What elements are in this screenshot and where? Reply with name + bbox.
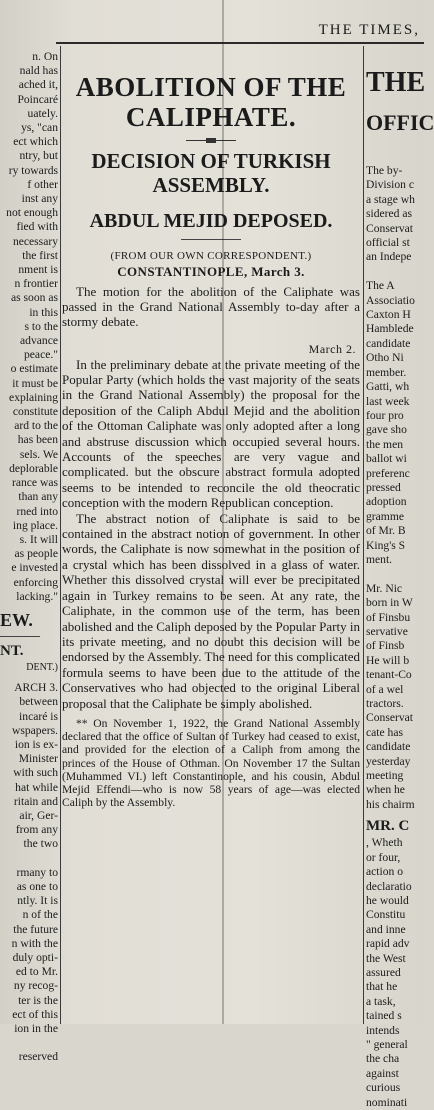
- text-line: s to the: [24, 319, 58, 333]
- headline-separator: [186, 140, 236, 141]
- text-line: Conservat: [366, 711, 414, 725]
- text-line: uately.: [27, 106, 58, 120]
- text-line: The A: [366, 279, 395, 293]
- text-line: constitute: [12, 405, 58, 419]
- text-line: with such: [13, 766, 58, 780]
- left-column-text-a: [0, 50, 58, 604]
- right-column-headline: THE: [366, 67, 426, 98]
- text-line: ion is ex-: [14, 737, 58, 751]
- text-line: in this: [29, 305, 58, 319]
- text-line: King's S: [366, 538, 406, 552]
- text-line: reserved: [18, 1050, 58, 1064]
- article-lead-text: The motion for the abolition of the Caliphate was passed in the Grand National Assembly to-day after a stormy debate.: [62, 284, 360, 330]
- text-line: Minister: [18, 752, 58, 766]
- text-line: n. On: [32, 50, 58, 63]
- text-line: [366, 567, 424, 581]
- main-article: [62, 50, 360, 1024]
- text-line: [366, 265, 424, 279]
- text-line: hat while: [15, 780, 58, 794]
- text-line: s. It will: [19, 532, 58, 546]
- text-line: the men: [366, 437, 404, 451]
- text-line: when he: [366, 783, 405, 797]
- article-body: [62, 357, 360, 711]
- text-line: gramme: [366, 509, 404, 523]
- text-line: duly opti-: [12, 950, 58, 964]
- left-column: [0, 50, 58, 1064]
- text-line: f other: [27, 177, 58, 191]
- text-line: air, Ger-: [19, 808, 58, 822]
- text-line: o estimate: [10, 362, 58, 376]
- text-line: deplorable: [9, 461, 58, 475]
- text-line: Associatio: [366, 293, 415, 307]
- text-line: ed to Mr.: [15, 965, 58, 979]
- article-paragraph-2: The abstract notion of Caliphate is said to be contained in the abstract notion of government. In other words, the Caliphate is now somewhat in the position of a crystal which has been dissolved in a glass of water. Whether this dissolved crystal will ever be precipitated again in Turkey remains to be seen. At any rate, the Caliphate, in the common use of the term, has been abolished and the Caliph deposed by the Popular Party in its private meeting, and no doubt this decision will be endorsed by the Assembly. The need for this complicated formula seems to have been due to the attitude of the Conservatives who had objected to the original Liberal proposal that the Caliphate be simply abolished.: [62, 510, 360, 711]
- text-line: from any: [15, 823, 58, 837]
- text-line: ect which: [13, 135, 58, 149]
- text-line: necessary: [12, 234, 58, 248]
- text-line: tractors.: [366, 697, 404, 711]
- left-column-subheading: NT.: [0, 642, 24, 659]
- text-line: curious: [366, 1081, 401, 1095]
- text-line: as people: [14, 547, 58, 561]
- column-rule-left: [60, 46, 61, 1024]
- text-line: nominati: [366, 1095, 408, 1109]
- deck-underline: [181, 239, 241, 240]
- text-line: Conservat: [366, 221, 414, 235]
- text-line: n frontier: [14, 277, 58, 291]
- text-line: it must be: [12, 376, 58, 390]
- masthead: [56, 0, 424, 44]
- article-footnote-text: ** On November 1, 1922, the Grand National Assembly declared that the office of Sultan of Turkey had ceased to exist, and provided for the election of a Caliph from among the princes of the House of Othman. On November 17 the Sultan (Muhammed VI.) left Constantinople, and his cousin, Abdul Mejid Effendi—who is now 58 years of age—was elected Caliph by the Assembly.: [62, 716, 360, 810]
- text-line: as one to: [16, 879, 58, 893]
- text-line: of Finsb: [366, 639, 405, 653]
- text-line: servative: [366, 625, 408, 638]
- text-line: tained s: [366, 1009, 402, 1023]
- text-line: not enough: [6, 206, 58, 220]
- masthead-name: THE TIMES,: [318, 22, 420, 38]
- text-line: Poincaré: [17, 92, 58, 106]
- article-footnote: [62, 717, 360, 809]
- text-line: official st: [366, 236, 410, 250]
- text-line: declaratio: [366, 879, 412, 893]
- text-line: ntry, but: [19, 149, 58, 163]
- text-line: the future: [13, 922, 58, 936]
- text-line: last week: [366, 394, 410, 408]
- right-column-subheadline: OFFIC: [366, 110, 434, 135]
- text-line: of Finsbu: [366, 610, 411, 624]
- article-paragraph-1: In the preliminary debate at the private meeting of the Popular Party (which holds the vast majority of the seats in the Grand National Assembly) the proposal for the deposition of the Caliph Abdul Mejid and the abolition of the Ottoman Caliphate was only adopted after a long and abstruse discussion which occupied several hours. Accounts of the speeches are very vague and complicated. but the obscure abstract formula adopted seems to be intended to reconcile the old theocratic conception with the modern Republican conception.: [62, 356, 360, 511]
- text-line: and inne: [366, 922, 406, 936]
- article-byline: (FROM OUR OWN CORRESPONDENT.): [110, 250, 312, 262]
- text-line: against: [366, 1066, 399, 1080]
- text-line: tenant-Co: [366, 668, 412, 682]
- text-line: of Mr. B: [366, 524, 406, 538]
- left-column-byline: DENT.): [26, 661, 58, 673]
- article-subhead: DECISION OF TURKISH ASSEMBLY.: [91, 149, 331, 197]
- text-line: adoption: [366, 495, 407, 509]
- text-line: meeting: [366, 769, 404, 783]
- text-line: ritain and: [13, 794, 58, 808]
- text-line: has been: [17, 433, 58, 447]
- text-line: born in W: [366, 596, 413, 610]
- text-line: action o: [366, 865, 404, 879]
- text-line: nment is: [18, 263, 58, 277]
- text-line: he would: [366, 893, 409, 907]
- text-line: member.: [366, 365, 407, 379]
- text-line: cate has: [366, 725, 404, 739]
- text-line: four pro: [366, 408, 404, 422]
- text-line: candidate: [366, 740, 411, 754]
- text-line: Hamblede: [366, 322, 414, 336]
- text-line: ached it,: [18, 78, 58, 92]
- text-line: the cha: [366, 1052, 400, 1066]
- left-column-date: ARCH 3.: [14, 681, 58, 695]
- text-line: peace.": [23, 348, 58, 362]
- left-column-text-b: [0, 695, 58, 1064]
- right-column-text-b: [366, 836, 424, 1110]
- text-line: than any: [18, 490, 58, 504]
- text-line: intends: [366, 1023, 400, 1037]
- text-line: Gatti, wh: [366, 380, 410, 394]
- text-line: Division c: [366, 178, 414, 192]
- text-line: preferenc: [366, 466, 410, 480]
- text-line: pressed: [366, 480, 401, 494]
- article-deck: [62, 209, 360, 240]
- text-line: advance: [20, 334, 58, 348]
- text-line: n of the: [22, 908, 58, 922]
- column-rule-right: [363, 46, 364, 1024]
- text-line: ry towards: [8, 163, 58, 177]
- text-line: nald has: [19, 64, 58, 78]
- left-divider: [0, 636, 40, 637]
- right-column-text-a: [366, 164, 424, 812]
- text-line: yesterday: [366, 754, 411, 768]
- article-dateline: CONSTANTINOPLE, March 3.: [117, 264, 305, 279]
- text-line: as soon as: [10, 291, 58, 305]
- text-line: between: [19, 695, 58, 709]
- text-line: that he: [366, 980, 398, 994]
- text-line: candidate: [366, 336, 411, 350]
- text-line: , Wheth: [366, 836, 403, 850]
- article-headline: ABOLITION OF THE CALIPHATE.: [75, 72, 347, 132]
- text-line: He will b: [366, 653, 410, 667]
- text-line: assured: [366, 965, 401, 979]
- right-column: [366, 50, 434, 1109]
- text-line: his chairm: [366, 797, 415, 811]
- text-line: ter is the: [18, 993, 58, 1007]
- text-line: rapid adv: [366, 937, 410, 951]
- left-column-heading: EW.: [0, 609, 33, 630]
- text-line: sidered as: [366, 207, 413, 221]
- text-line: e invested: [11, 561, 58, 575]
- text-line: ny recog-: [13, 979, 58, 993]
- text-line: ntly. It is: [17, 894, 58, 908]
- text-line: Otho Ni: [366, 351, 404, 365]
- text-line: [0, 852, 58, 866]
- text-line: rmany to: [16, 865, 58, 879]
- text-line: an Indepe: [366, 250, 412, 264]
- text-line: rned into: [16, 504, 58, 518]
- article-second-date: March 2.: [308, 341, 356, 356]
- text-line: sels. We: [19, 447, 58, 461]
- text-line: incaré is: [19, 709, 58, 723]
- text-line: a task,: [366, 994, 396, 1008]
- text-line: explaining: [9, 390, 58, 404]
- text-line: inst any: [21, 192, 58, 206]
- text-line: or four,: [366, 850, 401, 864]
- text-line: ect of this: [12, 1007, 58, 1021]
- text-line: ard to the: [14, 419, 58, 433]
- text-line: the two: [23, 837, 58, 851]
- text-line: ys, "can: [21, 121, 58, 135]
- right-column-heading: MR. C: [366, 818, 410, 835]
- text-line: a stage wh: [366, 192, 415, 206]
- text-line: rance was: [11, 476, 58, 490]
- text-line: n with the: [11, 936, 58, 950]
- text-line: The by-: [366, 164, 403, 177]
- article-lead: [62, 284, 360, 330]
- text-line: [0, 1036, 58, 1050]
- text-line: ion in the: [14, 1022, 58, 1035]
- article-deck-text: ABDUL MEJID DEPOSED.: [89, 210, 333, 232]
- text-line: " general: [366, 1037, 408, 1051]
- text-line: wspapers.: [11, 723, 58, 737]
- text-line: Mr. Nic: [366, 581, 403, 595]
- text-line: Caxton H: [366, 308, 411, 322]
- text-line: the first: [22, 248, 58, 262]
- text-line: ing place.: [12, 518, 58, 532]
- paper-fold-crease: [222, 0, 224, 1024]
- text-line: Constitu: [366, 908, 406, 922]
- text-line: enforcing: [13, 575, 58, 589]
- text-line: gave sho: [366, 423, 407, 437]
- text-line: lacking.": [16, 589, 58, 603]
- text-line: ballot wi: [366, 452, 407, 466]
- text-line: ment.: [366, 552, 393, 566]
- text-line: fied with: [16, 220, 58, 234]
- text-line: the West: [366, 951, 406, 965]
- text-line: of a wel: [366, 682, 404, 696]
